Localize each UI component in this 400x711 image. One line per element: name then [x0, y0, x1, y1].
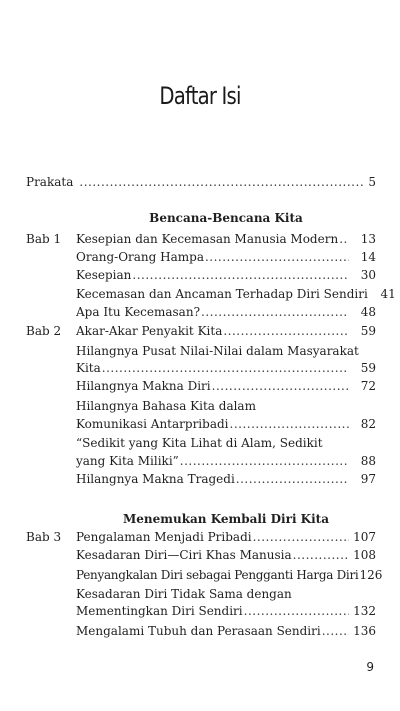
toc-entry-page: 126: [359, 568, 383, 582]
toc-entry-label: Mengalami Tubuh dan Perasaan Sendiri: [76, 624, 321, 638]
dot-leader: [132, 266, 349, 284]
toc-entry[interactable]: [76, 415, 376, 433]
toc-entry-page: 59: [360, 324, 376, 338]
toc-entry-label: Kesepian: [76, 268, 132, 282]
dot-leader: [253, 528, 349, 546]
toc-entry-label: Kita: [76, 361, 101, 375]
chapter-label: Bab 2: [26, 324, 62, 338]
toc-entry-page: 59: [360, 361, 376, 375]
toc-entry-page: 107: [353, 530, 376, 544]
toc-entry-page: 48: [360, 305, 376, 319]
toc-entry-label: yang Kita Miliki”: [76, 454, 179, 468]
dot-leader: [212, 377, 349, 395]
toc-entry-first-line: Hilangnya Bahasa Kita dalam: [76, 399, 256, 413]
dot-leader: [293, 546, 349, 564]
page-number: 9: [366, 660, 374, 674]
toc-entry[interactable]: [76, 602, 376, 620]
toc-entry-label: Komunikasi Antarpribadi: [76, 417, 229, 431]
toc-entry-first-line: Kesadaran Diri Tidak Sama dengan: [76, 587, 292, 601]
toc-entry[interactable]: [76, 566, 383, 584]
toc-entry-first-line: Hilangnya Pusat Nilai-Nilai dalam Masyarakat: [76, 344, 359, 358]
chapter-label: Bab 1: [26, 232, 62, 246]
dot-leader: [322, 622, 349, 640]
dot-leader: [79, 173, 365, 191]
section-heading: Menemukan Kembali Diri Kita: [123, 512, 329, 526]
toc-entry-page: 72: [360, 379, 376, 393]
dot-leader: [230, 415, 350, 433]
toc-entry-label: Kesadaran Diri—Ciri Khas Manusia: [76, 548, 292, 562]
toc-entry[interactable]: [76, 622, 376, 640]
toc-entry-label: Kecemasan dan Ancaman Terhadap Diri Sendiri: [76, 287, 368, 301]
toc-entry-label: Hilangnya Makna Tragedi: [76, 472, 235, 486]
toc-entry-page: 30: [360, 268, 376, 282]
toc-entry-page: 136: [353, 624, 376, 638]
toc-entry-page: 13: [360, 232, 376, 246]
toc-entry-label: Apa Itu Kecemasan?: [76, 305, 200, 319]
section-heading: Bencana-Bencana Kita: [149, 211, 303, 225]
toc-entry-page: 88: [360, 454, 376, 468]
toc-entry-label: Mementingkan Diri Sendiri: [76, 604, 243, 618]
dot-leader: [236, 470, 349, 488]
dot-leader: [244, 602, 349, 620]
toc-entry-prakata[interactable]: [26, 173, 376, 191]
toc-entry[interactable]: [76, 470, 376, 488]
toc-entry-label: Pengalaman Menjadi Pribadi: [76, 530, 252, 544]
toc-entry-label: Prakata: [26, 175, 74, 189]
toc-entry[interactable]: [76, 230, 376, 248]
toc-entry-page: 108: [353, 548, 376, 562]
toc-entry[interactable]: [76, 266, 376, 284]
toc-entry[interactable]: [76, 303, 376, 321]
toc-entry-page: 41: [380, 287, 396, 301]
toc-entry-page: 97: [360, 472, 376, 486]
toc-entry[interactable]: [76, 322, 376, 340]
dot-leader: [102, 359, 349, 377]
toc-entry-page: 5: [368, 175, 376, 189]
toc-entry-page: 82: [360, 417, 376, 431]
toc-entry-label: Orang-Orang Hampa: [76, 250, 204, 264]
dot-leader: [223, 322, 349, 340]
toc-entry-label: Hilangnya Makna Diri: [76, 379, 211, 393]
chapter-label: Bab 3: [26, 530, 62, 544]
toc-entry-page: 132: [353, 604, 376, 618]
dot-leader: [180, 452, 349, 470]
toc-entry[interactable]: [76, 285, 396, 303]
toc-entry[interactable]: [76, 248, 376, 266]
dot-leader: [339, 230, 349, 248]
toc-entry[interactable]: [76, 528, 376, 546]
dot-leader: [201, 303, 349, 321]
toc-entry[interactable]: [76, 452, 376, 470]
toc-entry-label: Penyangkalan Diri sebagai Pengganti Harga Diri: [76, 568, 359, 582]
toc-entry-first-line: “Sedikit yang Kita Lihat di Alam, Sedikit: [76, 436, 323, 450]
dot-leader: [205, 248, 349, 266]
toc-entry[interactable]: [76, 546, 376, 564]
toc-entry[interactable]: [76, 377, 376, 395]
toc-entry-label: Akar-Akar Penyakit Kita: [76, 324, 223, 338]
page-title: Daftar Isi: [159, 82, 241, 110]
toc-entry-label: Kesepian dan Kecemasan Manusia Modern: [76, 232, 339, 246]
toc-entry[interactable]: [76, 359, 376, 377]
toc-entry-page: 14: [360, 250, 376, 264]
